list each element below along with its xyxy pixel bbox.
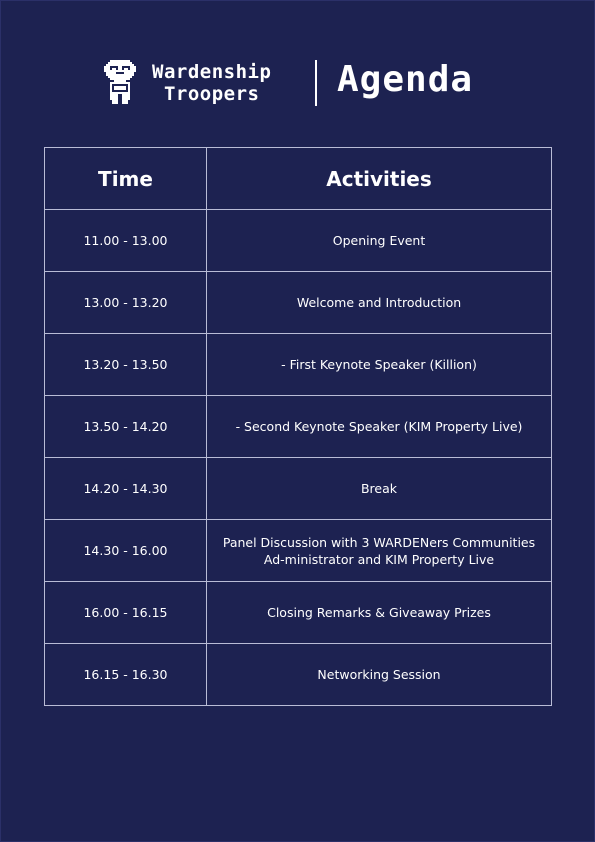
warden-mascot-icon [104,60,136,106]
brand-line-2: Troopers [163,83,260,105]
header-divider [315,60,317,106]
activity-cell: Opening Event [207,210,552,272]
activity-cell: Panel Discussion with 3 WARDENers Communities Ad-ministrator and KIM Property Live [207,520,552,582]
time-cell: 14.20 - 14.30 [45,458,207,520]
time-cell: 13.20 - 13.50 [45,334,207,396]
activity-cell: - First Keynote Speaker (Killion) [207,334,552,396]
activity-cell: Break [207,458,552,520]
table-row [45,334,552,396]
activity-cell: Networking Session [207,644,552,706]
page-header [0,56,595,110]
activity-cell: Closing Remarks & Giveaway Prizes [207,582,552,644]
time-cell: 13.00 - 13.20 [45,272,207,334]
table-row [45,396,552,458]
time-cell: 14.30 - 16.00 [45,520,207,582]
table-header-row [45,148,552,210]
activities-column-header: Activities [207,148,552,210]
brand-name [152,61,271,105]
time-cell: 11.00 - 13.00 [45,210,207,272]
table-row [45,210,552,272]
time-column-header: Time [45,148,207,210]
table-row [45,272,552,334]
table-row [45,458,552,520]
time-cell: 16.00 - 16.15 [45,582,207,644]
table-row [45,520,552,582]
activity-cell: Welcome and Introduction [207,272,552,334]
time-cell: 13.50 - 14.20 [45,396,207,458]
table-row [45,582,552,644]
agenda-table [44,147,552,706]
time-cell: 16.15 - 16.30 [45,644,207,706]
activity-cell: - Second Keynote Speaker (KIM Property Live) [207,396,552,458]
page-title: Agenda [337,59,474,100]
brand-line-1: Wardenship [152,61,272,83]
table-row [45,644,552,706]
